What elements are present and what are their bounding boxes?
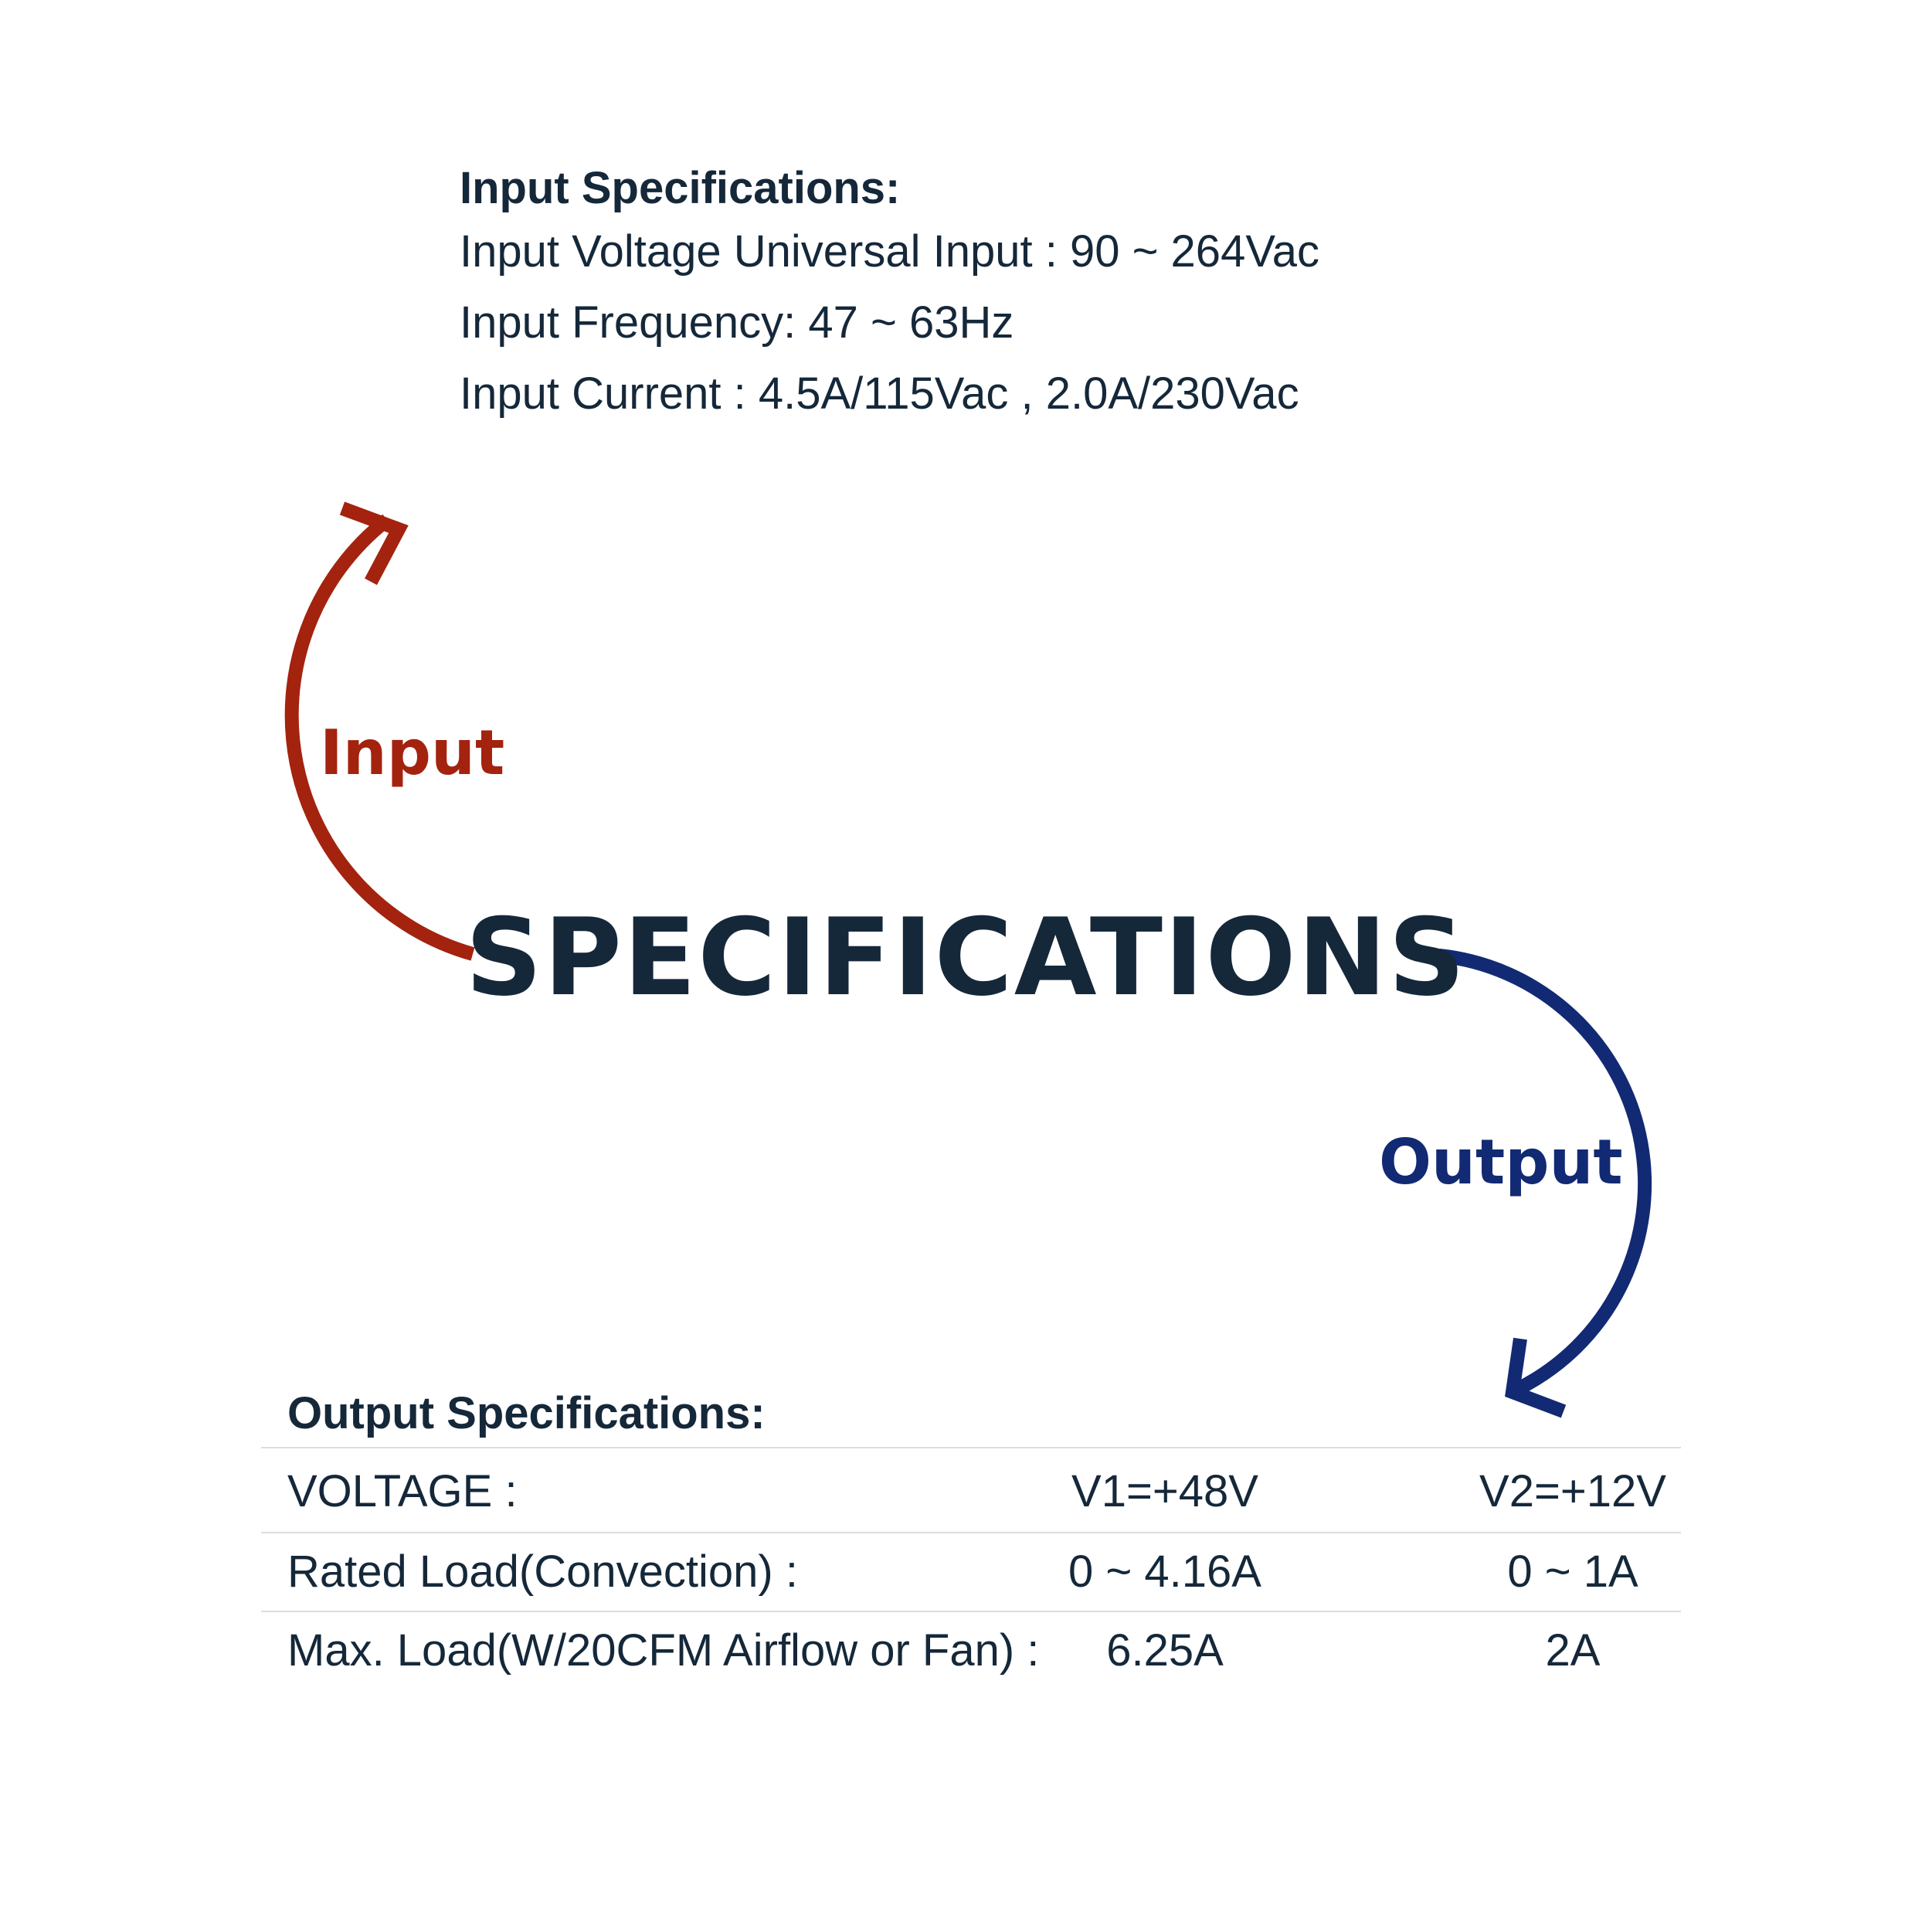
v2-value: 2A: [1545, 1625, 1601, 1676]
table-row-voltage: [261, 1447, 1681, 1532]
input-arrow-label: Input: [320, 717, 505, 789]
input-specifications-title: Input Specifications:: [460, 163, 901, 213]
input-current-line: Input Current : 4.5A/115Vac , 2.0A/230Vac: [460, 368, 1299, 419]
row-label: Max. Load(W/20CFM Airflow or Fan) :: [287, 1625, 1040, 1676]
v1-value: 0 ~ 4.16A: [1068, 1547, 1261, 1597]
v1-value: V1=+48V: [1071, 1466, 1258, 1516]
table-row-rated-load: [261, 1532, 1681, 1611]
table-row-max-load: [261, 1611, 1681, 1689]
output-specifications-title: Output Specifications:: [287, 1388, 766, 1438]
output-spec-table: [261, 1447, 1681, 1689]
row-label: VOLTAGE :: [287, 1466, 518, 1516]
row-label: Rated Load(Convection) :: [287, 1547, 798, 1597]
input-voltage-line: Input Voltage Universal Input : 90 ~ 264Vac: [460, 226, 1319, 277]
input-frequency-line: Input Frequency: 47 ~ 63Hz: [460, 297, 1014, 348]
page-title: SPECIFICATIONS: [465, 895, 1467, 1020]
v2-value: V2=+12V: [1479, 1466, 1666, 1516]
v1-value: 6.25A: [1106, 1625, 1224, 1676]
output-arrow-label: Output: [1379, 1126, 1623, 1198]
v2-value: 0 ~ 1A: [1507, 1547, 1638, 1597]
